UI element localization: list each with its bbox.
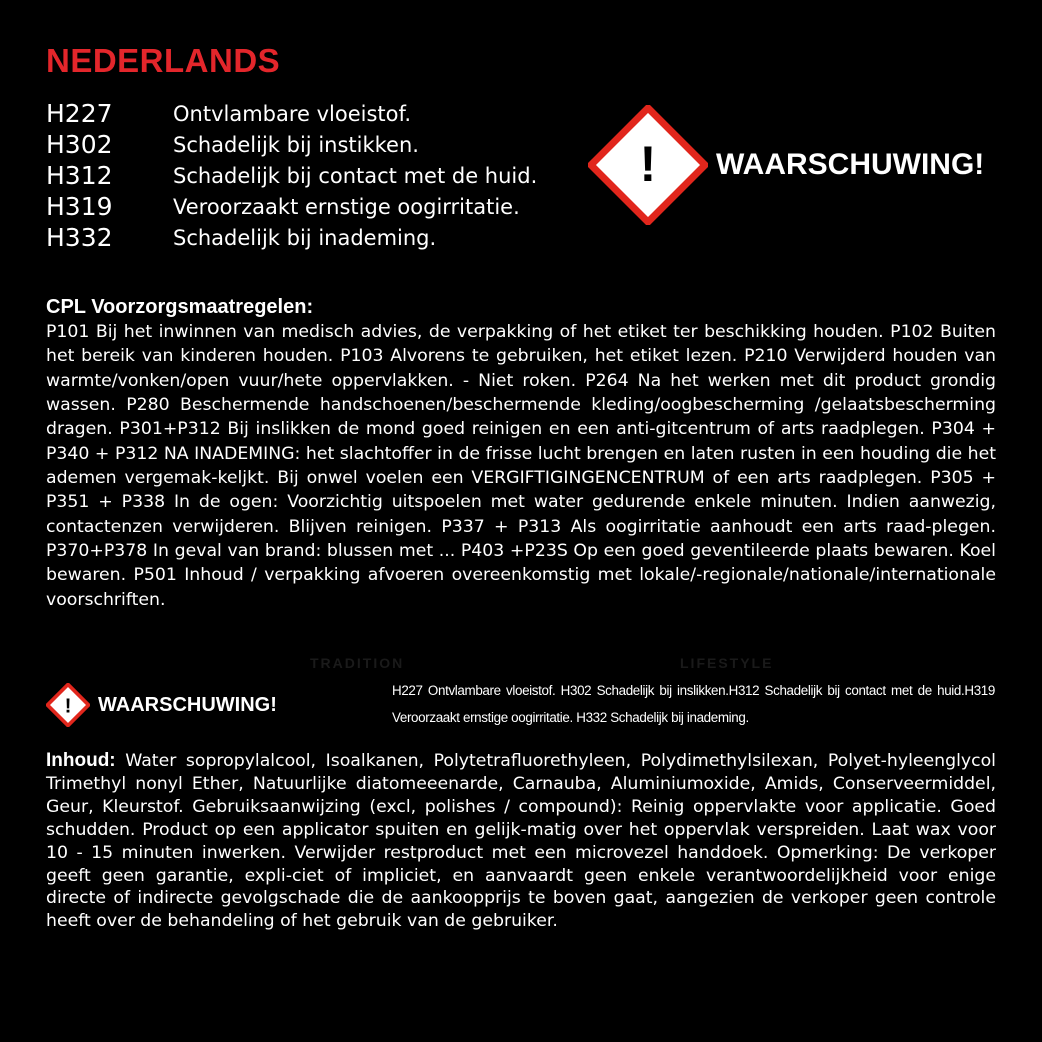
watermark-tradition: TRADITION [310, 655, 405, 671]
hazard-row [46, 191, 537, 222]
language-title: NEDERLANDS [46, 42, 281, 79]
hazard-code: H227 [46, 99, 113, 128]
hazard-statement-list [46, 98, 537, 253]
hazard-row [46, 160, 537, 191]
cpl-heading: CPL Voorzorgsmaatregelen: [46, 296, 314, 318]
hazard-text: Schadelijk bij contact met de huid. [173, 163, 538, 188]
ghs-exclamation-icon [588, 105, 708, 225]
hazard-text: Schadelijk bij inademing. [173, 225, 437, 250]
hazard-code: H319 [46, 192, 113, 221]
ghs-exclamation-small-icon [46, 683, 90, 727]
hazard-text: Veroorzaakt ernstige oogirritatie. [173, 194, 520, 219]
contents-label: Inhoud: [46, 750, 116, 771]
hazard-summary: H227 Ontvlambare vloeistof. H302 Schadelijk bij inslikken.H312 Schadelijk bij contact met de huid.H319 Veroorzaakt ernstige oogirritatie. H332 Schadelijk bij inademing. [392, 683, 995, 725]
hazard-row [46, 129, 537, 160]
signal-word-small: WAARSCHUWING! [98, 694, 277, 716]
watermark-lifestyle: LIFESTYLE [680, 655, 774, 671]
contents-body: Water sopropylalcool, Isoalkanen, Polytetrafluorethyleen, Polydimethylsilexan, Polyet-hyleenglycol Trimethyl nonyl Ether, Natuurlijke diatomeeenarde, Carnauba, Aluminiumoxide, Amids, Conserveermiddel, Geur, Kleurstof. Gebruiksaanwijzing (excl, polishes / compound): Reinig oppervlakte voor applicatie. Goed schudden. Product op een applicator spuiten en gelijk-matig over het oppervlak verspreiden. Laat wax voor 10 - 15 minuten inwerken. Verwijder restproduct met een microvezel handdoek. Opmerking: De verkoper geeft geen garantie, expli-ciet of impliciet, en aanvaardt geen enkele verantwoordelijkheid voor enige directe of indirecte gevolgschade die de aankoopprijs te boven gaat, aangezien de verkoper geen controle heeft over de behandeling of het gebruik van de gebruiker. [46, 751, 996, 932]
hazard-code: H332 [46, 223, 113, 252]
hazard-row [46, 222, 537, 253]
signal-word: WAARSCHUWING! [716, 148, 985, 181]
hazard-text: Ontvlambare vloeistof. [173, 101, 412, 126]
ghs-exclamation-mark: ! [639, 136, 657, 192]
hazard-code: H312 [46, 161, 113, 190]
hazard-code: H302 [46, 130, 113, 159]
hazard-text: Schadelijk bij instikken. [173, 132, 419, 157]
ghs-exclamation-small-mark: ! [64, 694, 72, 718]
hazard-row [46, 98, 537, 129]
cpl-precautionary-text: P101 Bij het inwinnen van medisch advies, de verpakking of het etiket ter beschikking houden. P102 Buiten het bereik van kinderen houden. P103 Alvorens te gebruiken, het etiket lezen. P210 Verwijderd houden van warmte/vonken/open vuur/hete oppervlakken. - Niet roken. P264 Na het werken met dit product grondig wassen. P280 Beschermende handschoenen/beschermende kleding/oogbescherming /gelaatsbescherming dragen. P301+P312 Bij inslikken de mond goed reinigen en een anti-gitcentrum of arts raadplegen. P304 + P340 + P312 NA INADEMING: het slachtoffer in de frisse lucht brengen en laten rusten in een houding die het ademen vergemak-keljkt. Bij onwel voelen een VERGIFTIGINGENCENTRUM of een arts raadplegen. P305 + P351 + P338 In de ogen: Voorzichtig uitspoelen met water gedurende enkele minuten. Indien aanwezig, contactenzen verwijderen. Blijven reinigen. P337 + P313 Als oogirritatie aanhoudt een arts raad-plegen. P370+P378 In geval van brand: blussen met ... P403 +P23S Op een goed geventileerde plaats bewaren. Koel bewaren. P501 Inhoud / verpakking afvoeren overeenkomstig met lokale/-regionale/nationale/internationale voorschriften. [46, 322, 996, 610]
contents-text [46, 750, 996, 933]
